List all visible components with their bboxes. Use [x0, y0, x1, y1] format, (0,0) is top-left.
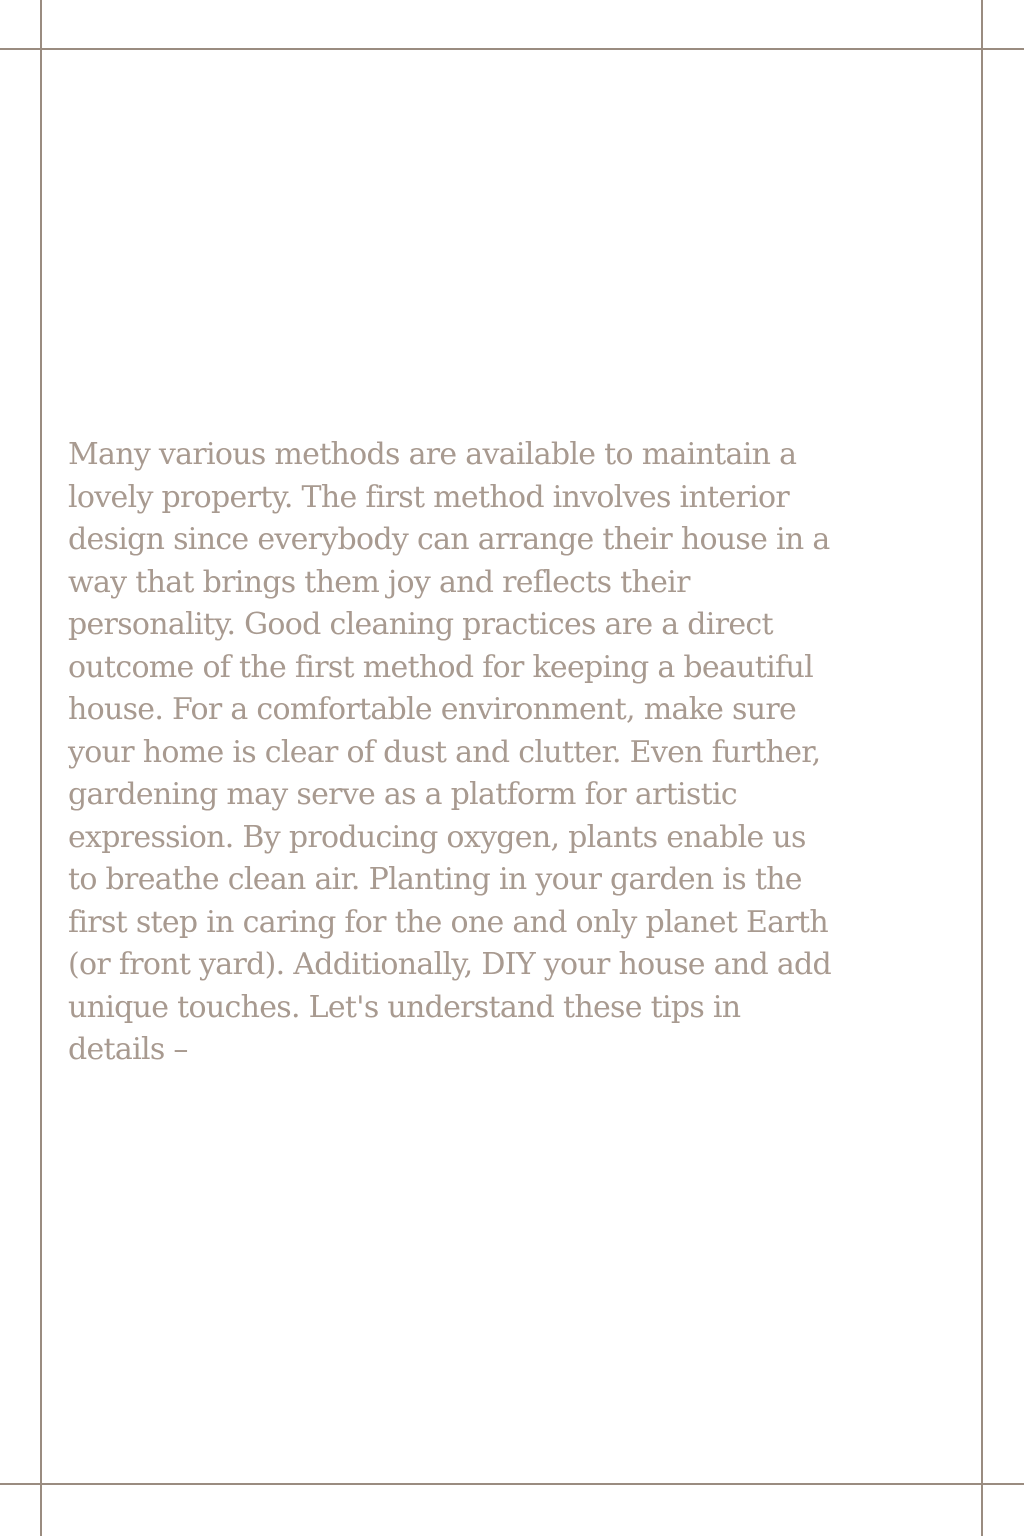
paragraph-line: first step in caring for the one and only planet Earth: [68, 904, 828, 940]
paragraph-line: lovely property. The first method involves interior: [68, 479, 789, 515]
paragraph-line: outcome of the first method for keeping a beautiful: [68, 649, 813, 685]
body-paragraph: [68, 434, 968, 1072]
paragraph-line: expression. By producing oxygen, plants enable us: [68, 819, 806, 855]
paragraph-line: personality. Good cleaning practices are a direct: [68, 607, 773, 642]
paragraph-line: Many various methods are available to maintain a: [68, 437, 797, 472]
frame-line-bottom: [0, 1483, 1024, 1485]
paragraph-line: (or front yard). Additionally, DIY your house and add: [68, 947, 832, 982]
paragraph-line: details –: [68, 1032, 188, 1067]
paragraph-line: unique touches. Let's understand these tips in: [68, 989, 741, 1025]
paragraph-line: design since everybody can arrange their house in a: [68, 522, 830, 557]
paragraph-line: to breathe clean air. Planting in your garden is the: [68, 862, 802, 897]
frame-line-right: [981, 0, 983, 1536]
paragraph-line: house. For a comfortable environment, make sure: [68, 692, 797, 727]
frame-line-left: [40, 0, 42, 1536]
paragraph-line: your home is clear of dust and clutter. Even further,: [68, 734, 821, 770]
frame-line-top: [0, 48, 1024, 50]
paragraph-line: way that brings them joy and reflects their: [68, 564, 690, 600]
paragraph-line: gardening may serve as a platform for artistic: [68, 777, 737, 812]
